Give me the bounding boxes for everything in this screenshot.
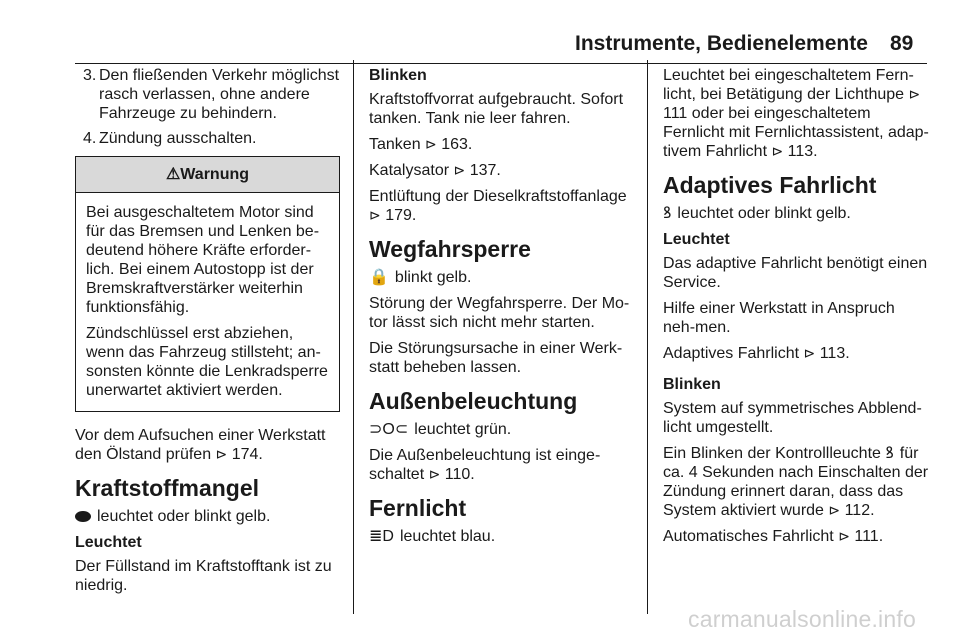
subheading-blinken: Blinken <box>369 67 427 84</box>
fuel-status: leuchtet oder blinkt gelb. <box>75 507 340 526</box>
list-item <box>75 66 340 123</box>
ref-entlueftung: Entlüftung der Dieselkraftstoffanlage ⊳ 179. <box>369 188 627 224</box>
high-beam-icon: ≣D <box>369 528 394 545</box>
xref-icon: ⊳ <box>828 502 841 518</box>
paragraph-blinken-1: System auf symmetrisches Abblend-licht umgestellt. <box>663 400 922 436</box>
subheading-leuchtet: Leuchtet <box>663 231 730 248</box>
xref-icon: ⊳ <box>838 528 850 544</box>
immobilizer-icon: 🔒 <box>369 269 389 286</box>
xref-page[interactable]: 111 <box>663 105 688 122</box>
adaptive-light-icon: ꝸ <box>885 445 894 462</box>
adaptive-light-icon: ꝸ <box>663 205 672 222</box>
list-number: 4. <box>83 130 97 147</box>
paragraph-leuchtet-1: Das adaptive Fahrlicht benötigt einen Service. <box>663 255 928 291</box>
column-3 <box>663 66 931 553</box>
fernlicht-status: ≣D leuchtet blau. <box>369 528 496 545</box>
warning-icon: ⚠ <box>165 166 181 183</box>
warning-paragraph: Bei ausgeschaltetem Motor sind für das Bremsen und Lenken be-deutend höhere Kräfte erforder-lich. Bei einem Autostopp ist der Bremskraftverstärker weiterhin funktionsfähig. <box>86 204 320 316</box>
paragraph-leuchtet-2: Hilfe einer Werkstatt in Anspruch neh-men. <box>663 300 895 336</box>
paragraph-aussenbeleuchtung: Die Außenbeleuchtung ist einge-schaltet ⊳ 110. <box>369 447 601 483</box>
xref-page[interactable]: 110. <box>444 466 475 483</box>
xref-icon: ⊳ <box>908 86 921 102</box>
list-item <box>75 129 340 148</box>
column-2 <box>369 66 637 553</box>
warning-title: Warnung <box>180 166 250 183</box>
heading-wegfahrsperre: Wegfahrsperre <box>369 236 531 262</box>
paragraph-wegfahrsperre-1: Störung der Wegfahrsperre. Der Mo-tor lässt sich nicht mehr starten. <box>369 295 630 331</box>
xref-page[interactable]: 113. <box>787 143 818 160</box>
column-1 <box>75 66 340 602</box>
xref-page[interactable]: 163. <box>441 136 473 153</box>
warning-paragraph: Zündschlüssel erst abziehen, wenn das Fahrzeug stillsteht; an-sonsten könnte die Lenkradsperre unerwartet aktiviert werden. <box>86 325 328 399</box>
paragraph-blinken-2: Ein Blinken der Kontrollleuchte ꝸ für ca. 4 Sekunden nach Einschalten der Zündung erinnert daran, dass das System aktiviert wurde ⊳ 112. <box>663 445 929 519</box>
ref-katalysator: Katalysator ⊳ 137. <box>369 162 501 179</box>
xref-icon: ⊳ <box>453 162 466 178</box>
aussenbeleuchtung-status: ⊃O⊂ leuchtet grün. <box>369 421 512 438</box>
warning-body <box>76 193 339 411</box>
list-text: Den fließenden Verkehr möglichst rasch verlassen, ohne andere Fahrzeuge zu behindern. <box>99 67 340 122</box>
heading-adaptives-fahrlicht: Adaptives Fahrlicht <box>663 172 877 198</box>
exterior-light-icon: ⊃O⊂ <box>369 421 409 438</box>
wegfahrsperre-status: 🔒 blinkt gelb. <box>369 269 472 286</box>
warning-heading <box>76 157 339 193</box>
numbered-list <box>75 66 340 148</box>
page-header-title: Instrumente, Bedienelemente <box>575 32 868 55</box>
ref-adaptives-fahrlicht: Adaptives Fahrlicht ⊳ 113. <box>663 345 850 362</box>
xref-icon: ⊳ <box>369 207 381 223</box>
subheading-leuchtet: Leuchtet <box>75 534 142 551</box>
ref-tanken: Tanken ⊳ 163. <box>369 136 473 153</box>
header-rule <box>75 63 927 64</box>
adaptives-fahrlicht-status: ꝸ leuchtet oder blinkt gelb. <box>663 205 851 222</box>
watermark: carmanualsonline.info <box>688 606 916 632</box>
paragraph-oil: Vor dem Aufsuchen einer Werkstatt den Ölstand prüfen ⊳ 174. <box>75 427 326 463</box>
xref-icon: ⊳ <box>425 136 437 152</box>
xref-icon: ⊳ <box>215 446 228 462</box>
xref-page[interactable]: 174. <box>231 446 263 463</box>
column-divider-2 <box>647 60 648 614</box>
xref-icon: ⊳ <box>428 466 441 482</box>
heading-fernlicht: Fernlicht <box>369 495 467 521</box>
list-text: Zündung ausschalten. <box>99 130 257 147</box>
xref-icon: ⊳ <box>771 143 784 159</box>
paragraph-fernlicht-detail: Leuchtet bei eingeschaltetem Fern-licht, bei Betätigung der Lichthupe ⊳ 111 oder bei eingeschaltetem Fernlicht mit Fernlichtassistent, adap-tivem Fahrlicht ⊳ 113. <box>663 67 929 160</box>
fuel-lamp-icon <box>75 511 91 522</box>
ref-automatisches-fahrlicht: Automatisches Fahrlicht ⊳ 111. <box>663 528 884 545</box>
xref-page[interactable]: 179. <box>385 207 417 224</box>
column-divider-1 <box>353 60 354 614</box>
paragraph-wegfahrsperre-2: Die Störungsursache in einer Werk-statt beheben lassen. <box>369 340 623 376</box>
xref-icon: ⊳ <box>803 345 816 361</box>
heading-fuel: Kraftstoffmangel <box>75 475 260 501</box>
page-number: 89 <box>890 32 914 55</box>
paragraph-blinken: Kraftstoffvorrat aufgebraucht. Sofort tanken. Tank nie leer fahren. <box>369 91 624 127</box>
subheading-blinken: Blinken <box>663 376 721 393</box>
xref-page[interactable]: 137. <box>469 162 501 179</box>
xref-page[interactable]: 111. <box>854 528 884 545</box>
list-number: 3. <box>83 67 97 84</box>
heading-aussenbeleuchtung: Außenbeleuchtung <box>369 388 578 414</box>
warning-box <box>75 156 340 412</box>
xref-page[interactable]: 112. <box>844 502 875 519</box>
paragraph-fuel: Der Füllstand im Kraftstofftank ist zu niedrig. <box>75 558 332 594</box>
xref-page[interactable]: 113. <box>819 345 850 362</box>
